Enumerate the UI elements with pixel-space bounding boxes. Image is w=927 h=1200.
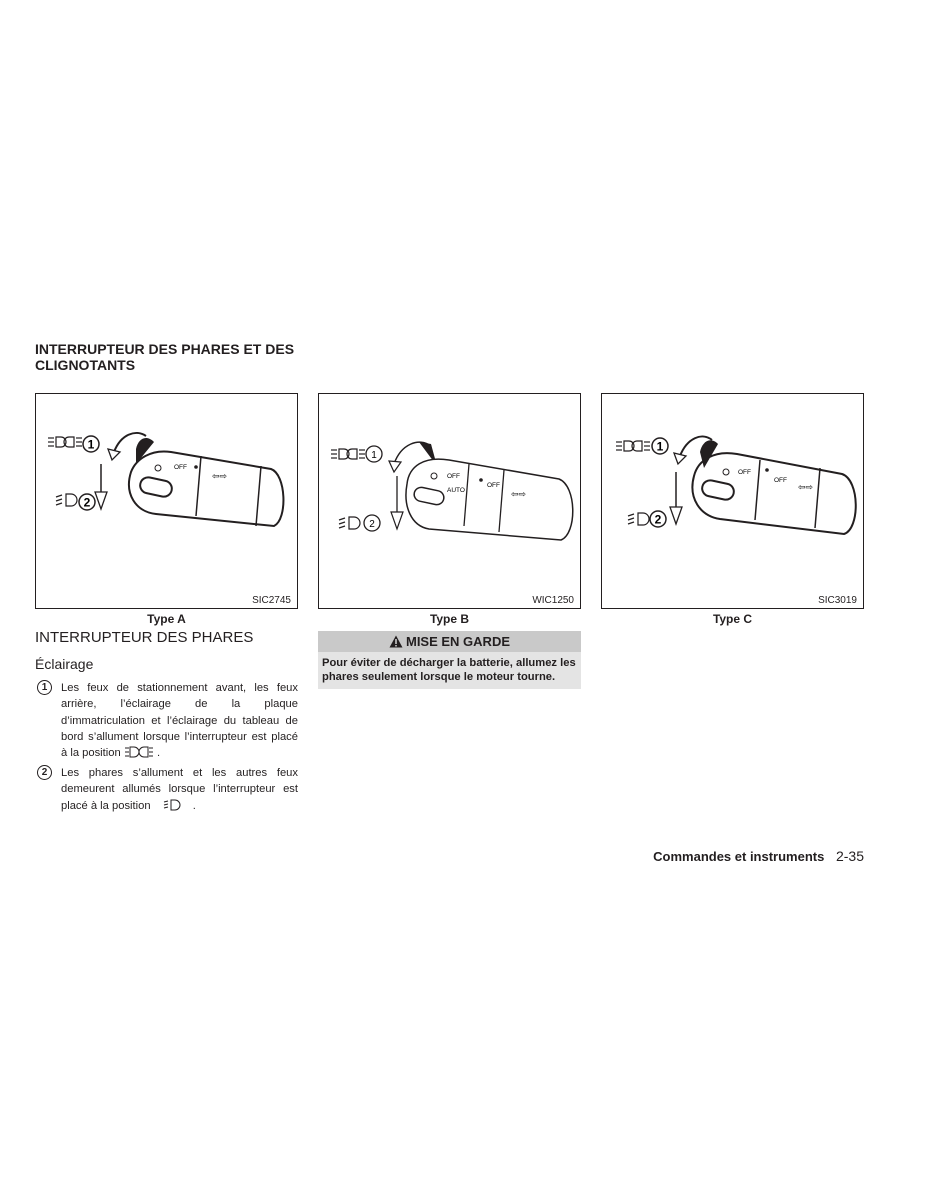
list-item-2: [37, 765, 298, 814]
headlight-switch-type-b-illustration: [319, 394, 580, 608]
parking-light-icon: [48, 437, 82, 447]
headlight-icon: [628, 513, 649, 525]
callout-2: 2: [83, 495, 91, 510]
headlight-switch-type-c-illustration: [602, 394, 863, 608]
subsection-heading: Éclairage: [35, 656, 94, 672]
turn-signal-arrows: ⇦⇨: [798, 482, 814, 492]
label-off-2: OFF: [487, 482, 500, 489]
headlight-icon: [56, 494, 77, 506]
item-number-2: 2: [37, 765, 52, 780]
label-off-2: OFF: [774, 477, 787, 484]
item-suffix-2: .: [192, 799, 196, 812]
item-text-1: Les feux de stationnement avant, les feux arrière, l’éclairage de la plaque d’immatriculation et l’éclairage du tableau de bord s’allument lorsque l’interrupteur est placé à la position: [61, 682, 298, 760]
footer-page-number: 2-35: [835, 848, 864, 864]
figure-type-c: [601, 393, 864, 609]
callout-1: 1: [87, 437, 95, 452]
turn-signal-arrows: ⇦⇨: [212, 471, 228, 481]
label-off: OFF: [738, 469, 751, 476]
caution-header: [318, 631, 581, 652]
item-text-2: Les phares s’allument et les autres feux demeurent allumés lorsque l’interrupteur est placé à la position: [61, 767, 298, 812]
figure-type-a: [35, 393, 298, 609]
callout-2: 2: [369, 519, 375, 530]
figure-caption-type-c: Type C: [712, 612, 753, 626]
footer-section: Commandes et instruments: [653, 849, 825, 864]
callout-1: 1: [656, 439, 664, 454]
figure-type-b: [318, 393, 581, 609]
list-item-1: [37, 680, 298, 761]
headlight-switch-type-a-illustration: [36, 394, 297, 608]
item-suffix-1: .: [156, 747, 161, 760]
caution-title: MISE EN GARDE: [405, 634, 510, 649]
parking-light-icon: [616, 441, 650, 451]
callout-1: 1: [371, 450, 377, 461]
turn-signal-arrows: ⇦⇨: [511, 489, 527, 499]
parking-light-icon: [331, 449, 365, 459]
figure-code: SIC3019: [818, 595, 857, 606]
caution-body: Pour éviter de décharger la batterie, allumez les phares seulement lorsque le moteur tourne.: [318, 652, 581, 689]
label-off: OFF: [447, 473, 460, 480]
section-title: INTERRUPTEUR DES PHARES ET DES CLIGNOTANTS: [35, 341, 295, 373]
warning-triangle-icon: [389, 635, 403, 648]
item-number-1: 1: [37, 680, 52, 695]
caution-box: [318, 631, 581, 689]
page-footer: [653, 848, 864, 864]
figure-caption-type-b: Type B: [429, 612, 470, 626]
figure-code: SIC2745: [252, 595, 291, 606]
section-heading: INTERRUPTEUR DES PHARES: [35, 629, 254, 646]
label-auto: AUTO: [447, 487, 465, 494]
label-off: OFF: [174, 464, 187, 471]
headlight-icon: [160, 799, 184, 811]
figure-code: WIC1250: [532, 595, 574, 606]
headlight-icon: [339, 517, 360, 529]
rotate-arrow-down: [95, 492, 107, 509]
parking-light-icon: [124, 746, 154, 758]
figure-caption-type-a: Type A: [147, 612, 186, 626]
callout-2: 2: [654, 512, 662, 527]
